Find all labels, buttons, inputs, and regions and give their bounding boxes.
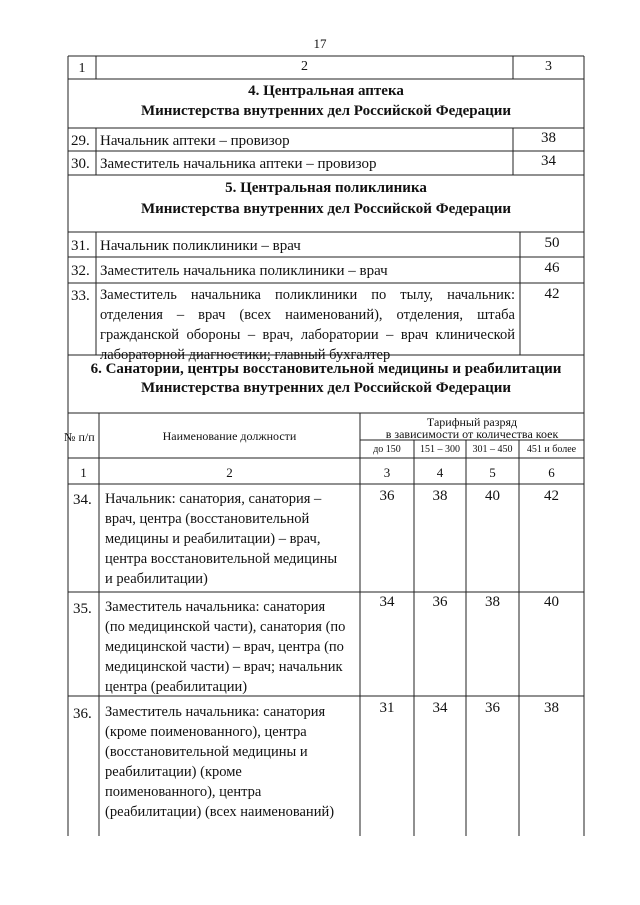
tariff-grade: 40 xyxy=(544,594,559,610)
tariff-grade: 34 xyxy=(379,594,395,610)
position-line: гражданской обороны – врач, лаборатории – врач клинической xyxy=(100,327,515,343)
tariff-grade-header: Тарифный разряд xyxy=(426,415,518,429)
position-line: врач, центра (восстановительной xyxy=(105,511,310,527)
tariff-grade: 36 xyxy=(432,594,448,610)
position-line: отделения – врач (всех наименований), отделения, штаба xyxy=(100,307,515,323)
column-number-header: № п/п xyxy=(64,430,95,444)
position-line: (по медицинской части), санатория (по xyxy=(105,619,346,635)
section-5-subtitle: Министерства внутренних дел Российской Федерации xyxy=(140,201,512,217)
position-line: Заместитель начальника: санатория xyxy=(105,599,326,615)
position-line: Начальник: санатория, санатория – xyxy=(105,491,322,507)
beds-range-header: 151 – 300 xyxy=(420,444,460,455)
position-line: медицинской части) – врач; начальник xyxy=(105,659,343,675)
position-line: (восстановительной медицины и xyxy=(105,744,308,760)
tariff-grade: 36 xyxy=(379,488,395,504)
row-number: 36. xyxy=(73,706,92,722)
row-number: 35. xyxy=(73,601,92,617)
tariff-grade: 31 xyxy=(379,700,395,716)
position-title: Начальник аптеки – провизор xyxy=(100,133,290,149)
index-cell: 5 xyxy=(489,465,496,480)
position-line: и реабилитации) xyxy=(105,571,208,587)
section-4-subtitle: Министерства внутренних дел Российской Федерации xyxy=(140,103,512,119)
position-title: Начальник поликлиники – врач xyxy=(100,238,301,254)
index-cell: 2 xyxy=(226,465,233,480)
position-line: Заместитель начальника поликлиники по тылу, начальник: xyxy=(100,287,515,303)
position-title xyxy=(105,702,357,822)
tariff-grade: 36 xyxy=(485,700,500,716)
position-line: центра (реабилитации) xyxy=(105,679,248,695)
position-line: поименованного), центра xyxy=(105,784,262,800)
position-title xyxy=(100,285,515,365)
tariff-grade: 38 xyxy=(432,488,448,504)
position-title: Заместитель начальника поликлиники – врач xyxy=(100,263,388,279)
tariff-grade: 38 xyxy=(485,594,500,610)
section-6-title: 6. Санатории, центры восстановительной медицины и реабилитации xyxy=(90,361,562,377)
header-col-2: 2 xyxy=(301,59,308,74)
column-name-header: Наименование должности xyxy=(162,429,297,443)
position-line: лабораторной диагностики; главный бухгалтер xyxy=(100,347,391,363)
row-number: 32. xyxy=(71,263,90,279)
tariff-grade: 38 xyxy=(541,130,556,146)
beds-range-header: 451 и более xyxy=(526,444,577,455)
tariff-grade: 42 xyxy=(544,488,559,504)
position-line: медицинской части) – врач, центра (по xyxy=(105,639,344,655)
position-title xyxy=(105,489,357,589)
beds-range-header: 301 – 450 xyxy=(472,444,513,455)
position-title xyxy=(105,597,357,697)
index-cell: 6 xyxy=(548,465,555,480)
tariff-grade: 38 xyxy=(544,700,559,716)
tariff-grade: 34 xyxy=(432,700,448,716)
position-title: Заместитель начальника аптеки – провизор xyxy=(100,156,377,172)
row-number: 29. xyxy=(71,133,90,149)
page-number: 17 xyxy=(313,36,327,51)
row-number: 31. xyxy=(71,238,90,254)
position-line: центра восстановительной медицины xyxy=(105,551,338,567)
index-cell: 4 xyxy=(436,465,444,480)
tariff-grade: 34 xyxy=(541,153,556,169)
tariff-grade-subheader: в зависимости от количества коек xyxy=(385,427,559,441)
beds-range-header: до 150 xyxy=(373,444,401,455)
row-number: 34. xyxy=(73,492,92,508)
position-line: (реабилитации) (всех наименований) xyxy=(105,804,335,820)
row-number: 30. xyxy=(71,156,90,172)
index-cell: 1 xyxy=(80,465,87,480)
position-line: реабилитации) (кроме xyxy=(105,764,242,780)
tariff-grade: 50 xyxy=(544,235,560,251)
tariff-grade: 42 xyxy=(544,286,560,302)
section-4-title: 4. Центральная аптека xyxy=(248,83,404,99)
position-line: Заместитель начальника: санатория xyxy=(105,704,326,720)
header-col-3: 3 xyxy=(545,59,552,74)
row-number: 33. xyxy=(71,288,90,304)
index-cell: 3 xyxy=(383,465,391,480)
tariff-grade: 40 xyxy=(485,488,500,504)
tariff-grade: 46 xyxy=(544,260,560,276)
section-6-subtitle: Министерства внутренних дел Российской Федерации xyxy=(140,380,512,396)
position-line: (кроме поименованного), центра xyxy=(105,724,307,740)
section-5-title: 5. Центральная поликлиника xyxy=(225,180,427,196)
position-line: медицины и реабилитации) – врач, xyxy=(105,531,321,547)
header-col-1: 1 xyxy=(78,61,86,76)
